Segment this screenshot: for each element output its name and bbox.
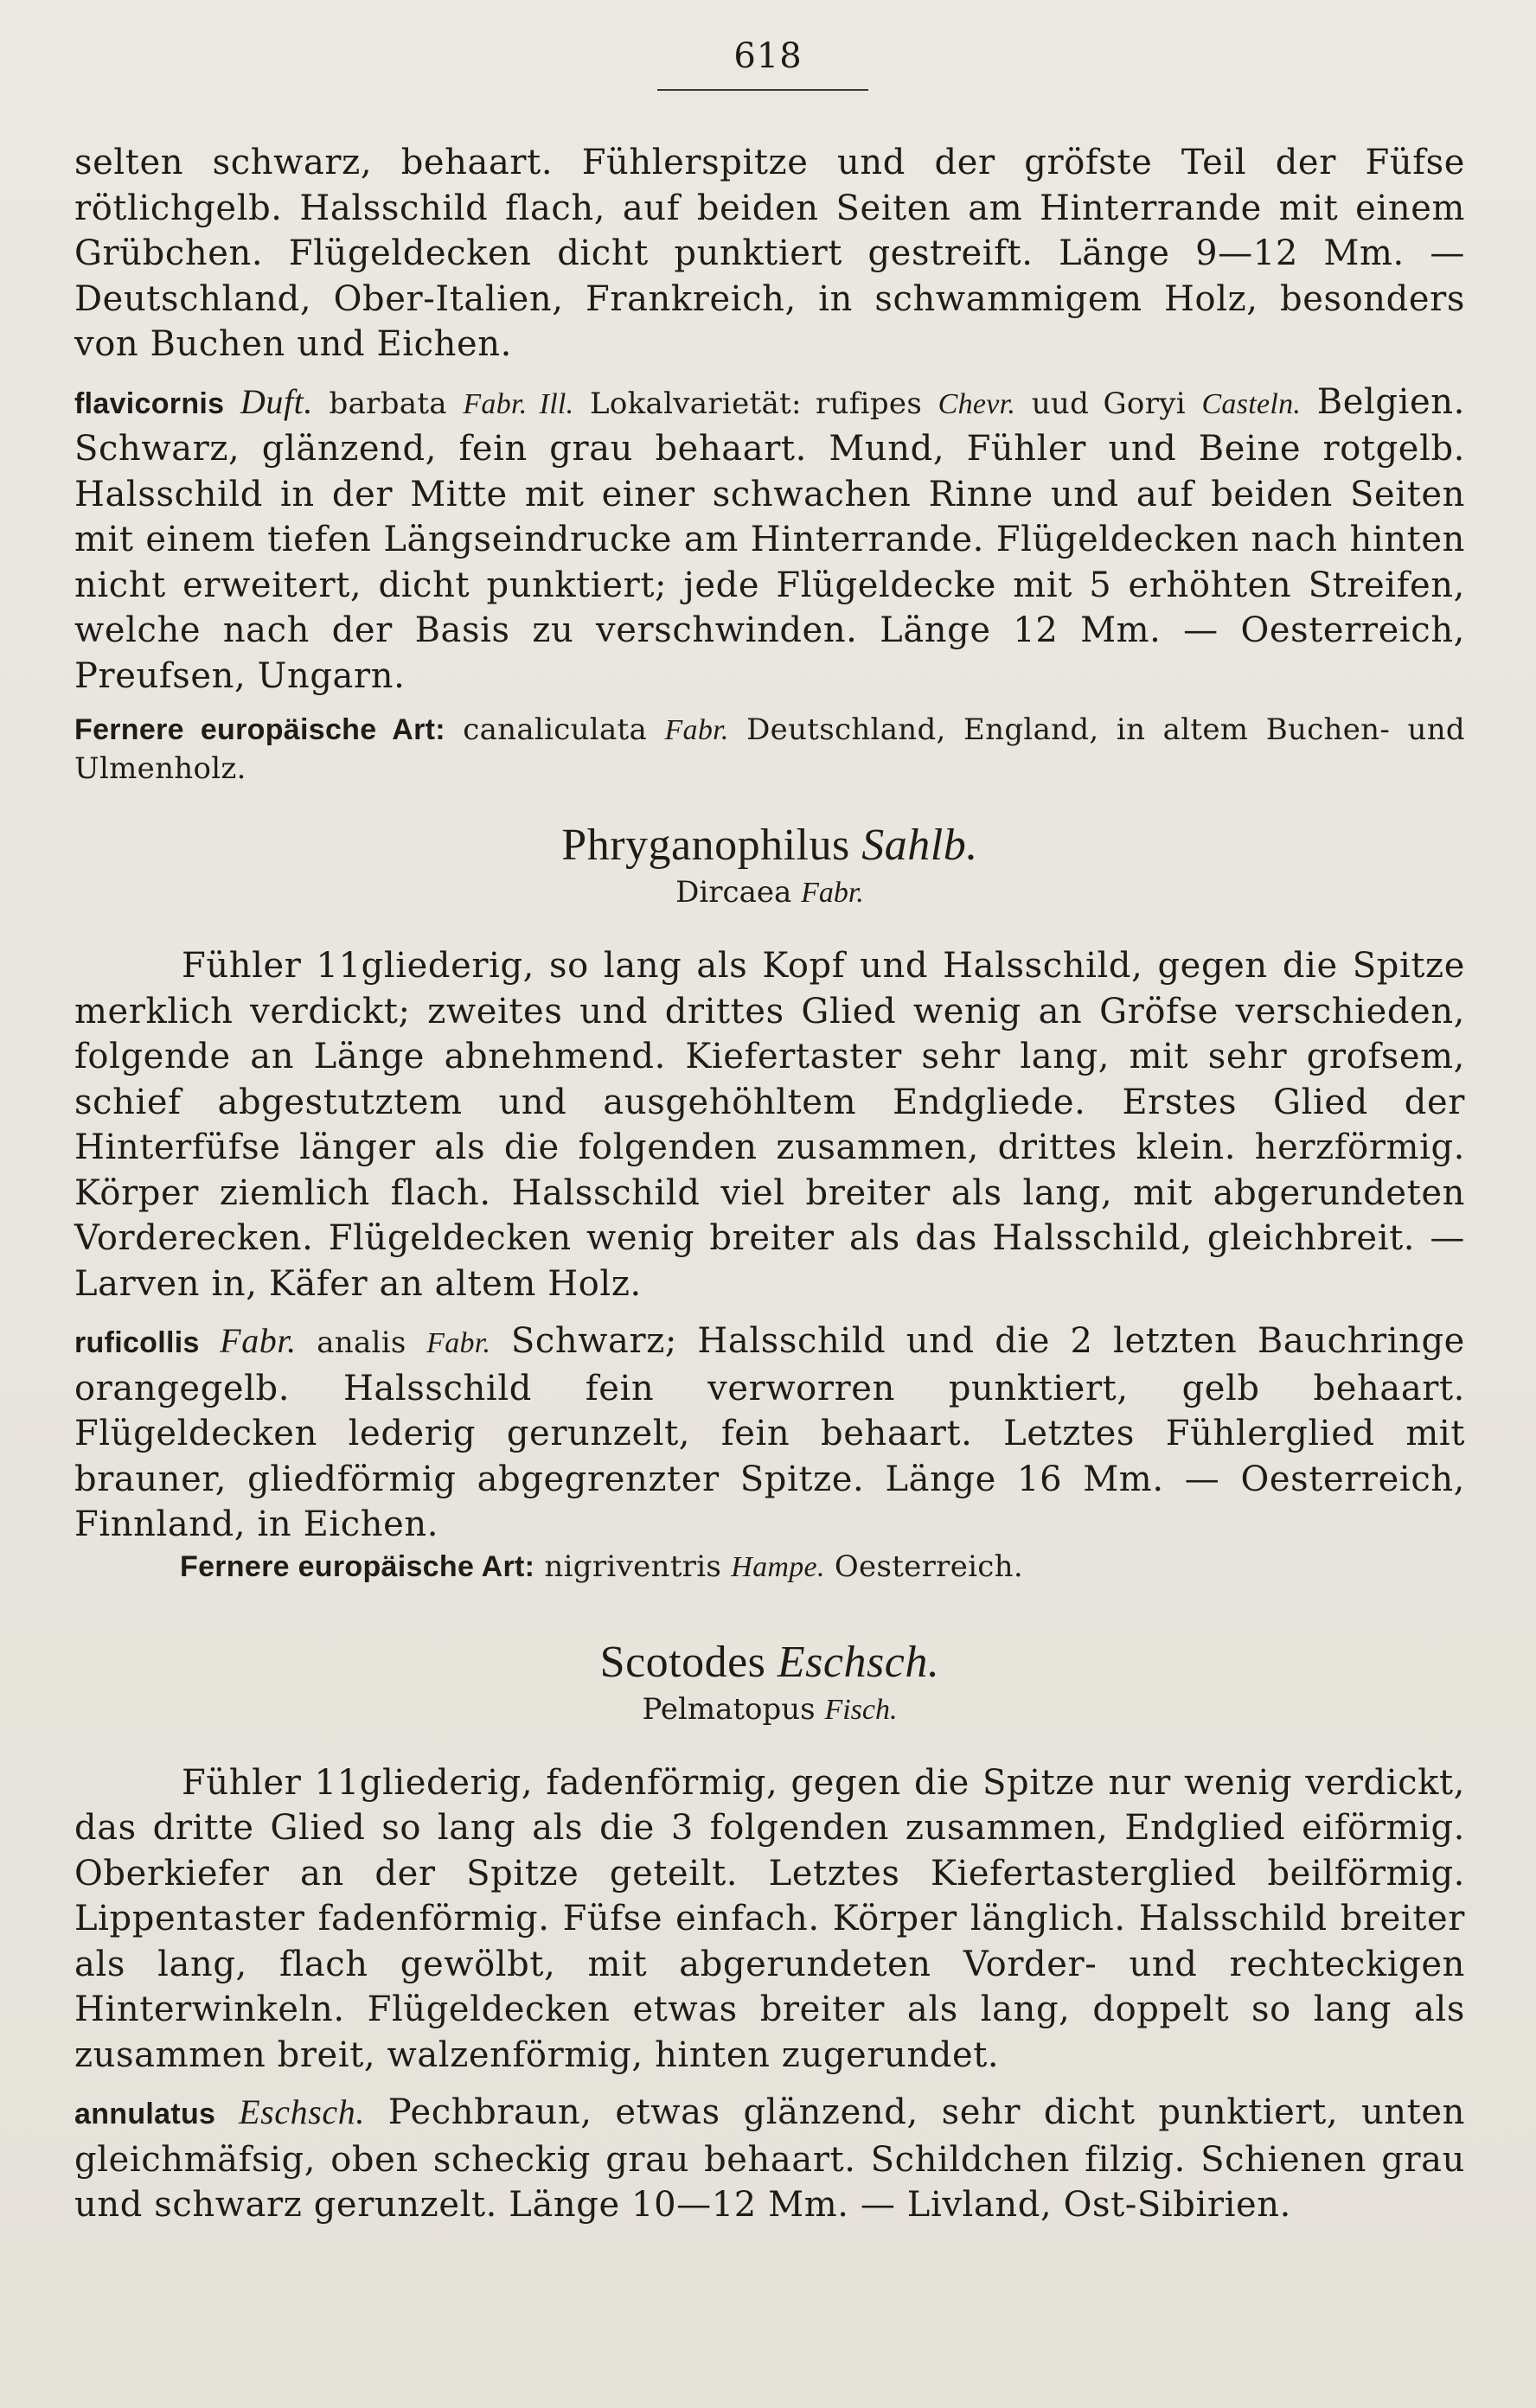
species-name: annulatus: [74, 2098, 216, 2130]
genus-synonym-author: Fisch.: [824, 1693, 898, 1726]
species-author: Fabr.: [220, 1321, 297, 1360]
variety-author: Chevr.: [938, 387, 1016, 420]
genus-author: Sahlb.: [861, 821, 978, 870]
species-author: Duft.: [240, 381, 313, 421]
genus-synonym: [74, 872, 1465, 914]
genus-author: Eschsch.: [777, 1637, 940, 1687]
further-species-name: nigriventris: [544, 1549, 722, 1584]
genus-description: Fühler 11gliederig, so lang als Kopf und Halsschild, gegen die Spitze merklich verdickt; zweites und drittes Glied wenig an Gröfse verschieden, folgende an Länge abnehmend. Kiefertaster sehr lang, mit sehr grofsem, schief abgestutztem und ausgehöhltem Endgliede. Erstes Glied der Hinterfüfse länger als die folgenden zusammen, drittes klein. herzförmig. Körper ziemlich flach. Halsschild viel breiter als lang, mit abgerundeten Vorderecken. Flügeldecken wenig breiter als das Halsschild, gleichbreit. — Larven in, Käfer an altem Holz.: [74, 946, 1465, 1304]
genus-description: Fühler 11gliederig, fadenförmig, gegen die Spitze nur wenig verdickt, das dritte Glied so lang als die 3 folgenden zusammen, Endglied eiförmig. Oberkiefer an der Spitze geteilt. Letztes Kiefertasterglied beilförmig. Lippentaster fadenförmig. Füfse einfach. Körper länglich. Halsschild breiter als lang, flach gewölbt, mit abgerundeten Vorder- und rechteckigen Hinterwinkeln. Flügeldecken etwas breiter als lang, doppelt so lang als zusammen breit, walzenförmig, hinten zugerundet.: [74, 1762, 1465, 2075]
variety-note-2: uud Goryi: [1031, 386, 1186, 421]
further-species-text: Oesterreich.: [834, 1549, 1023, 1584]
genus-synonym-author: Fabr.: [801, 877, 864, 909]
header-rule: [657, 89, 868, 91]
synonym-author: Fabr. Ill.: [463, 387, 574, 420]
genus-name: Scotodes: [599, 1637, 766, 1687]
genus-heading-phryganophilus: [74, 820, 1465, 872]
species-name: ruficollis: [74, 1326, 200, 1359]
species-entry-ruficollis: [74, 1319, 1465, 1548]
variety-note: Lokalvarietät: rufipes: [589, 386, 923, 421]
genus-heading-scotodes: [74, 1637, 1465, 1689]
synonym-author: Fabr.: [426, 1327, 491, 1359]
species-description: Schwarz; Halsschild und die 2 letzten Bauchringe orangegelb. Halsschild fein verworren punktiert, gelb behaart. Flügeldecken lederig gerunzelt, fein behaart. Letztes Fühlerglied mit brauner, gliedförmig abgegrenzter Spitze. Länge 16 Mm. — Oesterreich, Finnland, in Eichen.: [74, 1321, 1465, 1544]
genus-synonym-name: Pelmatopus: [642, 1691, 816, 1727]
species-description: Pechbraun, etwas glänzend, sehr dicht punktiert, unten gleichmäfsig, oben scheckig grau behaart. Schildchen filzig. Schienen grau und schwarz gerunzelt. Länge 10—12 Mm. — Livland, Ost-Sibirien.: [74, 2092, 1465, 2225]
paragraph-continuation: selten schwarz, behaart. Fühlerspitze und der gröfste Teil der Füfse rötlichgelb. Halsschild flach, auf beiden Seiten am Hinterrande mit einem Grübchen. Flügeldecken dicht punktiert gestreift. Länge 9—12 Mm. — Deutschland, Ober-Italien, Frankreich, in schwammigem Holz, besonders von Buchen und Eichen.: [74, 143, 1465, 364]
species-description: Belgien. Schwarz, glänzend, fein grau behaart. Mund, Fühler und Beine rotgelb. Halsschild in der Mitte mit einer schwachen Rinne und auf beiden Seiten mit einem tiefen Längseindrucke am Hinterrande. Flügeldecken nach hinten nicht erweitert, dicht punktiert; jede Flügeldecke mit 5 erhöhten Streifen, welche nach der Basis zu verschwinden. Länge 12 Mm. — Oesterreich, Preufsen, Ungarn.: [74, 381, 1465, 696]
further-species-note: [74, 1548, 1465, 1587]
species-name: flavicornis: [74, 386, 225, 420]
genus-synonym: [74, 1689, 1465, 1731]
further-species-name: canaliculata: [463, 712, 648, 747]
further-species-author: Hampe.: [731, 1550, 825, 1583]
page-body: [74, 140, 1465, 2228]
further-species-note: [74, 711, 1465, 789]
further-species-label: Fernere europäische Art:: [180, 1549, 535, 1583]
genus-synonym-name: Dircaea: [675, 875, 792, 910]
page-number: 618: [733, 36, 803, 76]
variety-author-2: Casteln.: [1201, 387, 1302, 420]
genus-name: Phryganophilus: [561, 821, 850, 870]
species-entry-annulatus: [74, 2090, 1465, 2228]
synonym: barbata: [329, 386, 447, 421]
species-entry-flavicornis: [74, 380, 1465, 699]
synonym: analis: [317, 1325, 406, 1360]
species-author: Eschsch.: [239, 2092, 365, 2131]
further-species-author: Fabr.: [664, 714, 729, 746]
further-species-label: Fernere europäische Art:: [74, 713, 445, 746]
further-species-text: Deutschland, England, in altem Buchen- und Ulmenholz.: [74, 712, 1465, 786]
